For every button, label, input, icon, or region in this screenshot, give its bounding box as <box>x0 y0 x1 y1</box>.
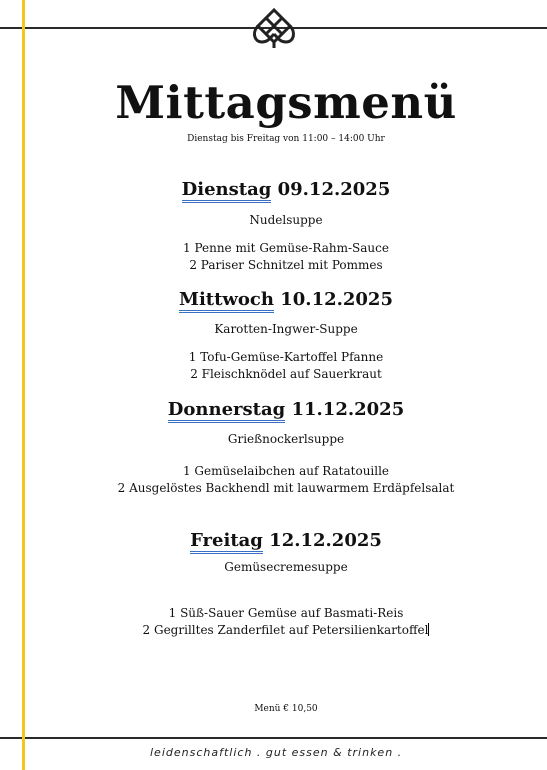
soup-friday: Gemüsecremesuppe <box>224 560 348 574</box>
day-heading-thursday <box>25 400 547 420</box>
day-name: Mittwoch <box>179 289 274 313</box>
dish-wednesday-1: 1 Tofu-Gemüse-Kartoffel Pfanne <box>188 350 384 364</box>
day-date: 10.12.2025 <box>280 289 393 310</box>
bottom-rule <box>0 737 547 739</box>
day-date: 11.12.2025 <box>291 399 405 420</box>
day-heading-wednesday <box>25 290 547 310</box>
knot-logo-icon <box>250 6 298 52</box>
dish-friday-2[interactable] <box>25 622 547 639</box>
footer-tagline: leidenschaftlich . gut essen & trinken . <box>150 746 403 759</box>
dish-tuesday-2: 2 Pariser Schnitzel mit Pommes <box>189 258 383 272</box>
menu-price: Menü € 10,50 <box>254 704 318 714</box>
dish-friday-1: 1 Süß-Sauer Gemüse auf Basmati-Reis <box>168 606 404 620</box>
dish-thursday-1: 1 Gemüselaibchen auf Ratatouille <box>182 464 390 478</box>
page-title: Mittagsmenü <box>115 76 457 129</box>
soup-wednesday: Karotten-Ingwer-Suppe <box>214 322 358 336</box>
day-heading-friday <box>25 531 547 551</box>
dish-friday-2-text: 2 Gegrilltes Zanderfilet auf Petersilienkartoffel <box>142 623 429 637</box>
day-date: 12.12.2025 <box>269 530 382 551</box>
day-name: Dienstag <box>182 179 272 203</box>
day-heading-tuesday <box>25 180 547 200</box>
text-cursor <box>428 623 429 636</box>
dish-tuesday-1: 1 Penne mit Gemüse-Rahm-Sauce <box>183 241 389 255</box>
day-name: Donnerstag <box>168 399 285 423</box>
day-date: 09.12.2025 <box>277 179 391 200</box>
soup-tuesday: Nudelsuppe <box>249 213 323 227</box>
day-name: Freitag <box>190 530 263 554</box>
page-subtitle: Dienstag bis Freitag von 11:00 – 14:00 Uhr <box>187 134 385 144</box>
soup-thursday: Grießnockerlsuppe <box>227 432 345 446</box>
dish-thursday-2: 2 Ausgelöstes Backhendl mit lauwarmem Erdäpfelsalat <box>117 481 455 495</box>
dish-wednesday-2: 2 Fleischknödel auf Sauerkraut <box>190 367 382 381</box>
